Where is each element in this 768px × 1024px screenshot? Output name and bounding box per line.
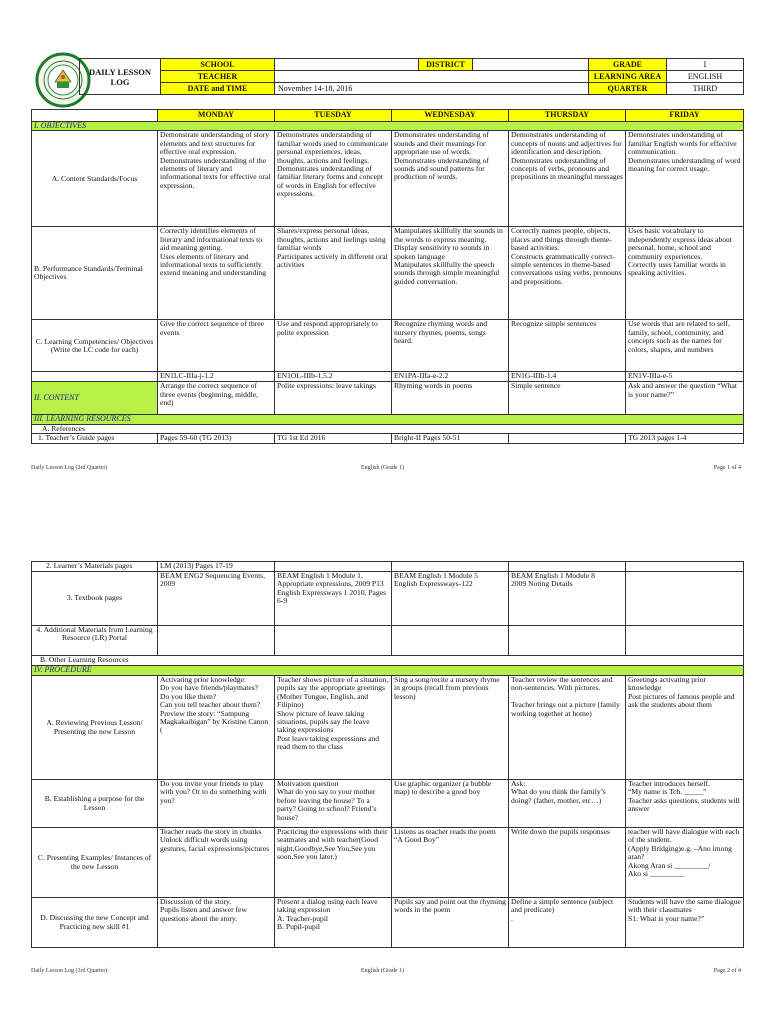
footer-center: English (Grade 1)	[361, 968, 404, 974]
footer-center: English (Grade 1)	[361, 465, 404, 471]
cell-additional-wed	[392, 626, 509, 656]
learning-area-label: LEARNING AREA	[589, 71, 667, 83]
date-value: November 14-18, 2016	[275, 83, 589, 95]
school-value	[275, 59, 419, 71]
day-thursday: THURSDAY	[509, 110, 626, 122]
cell-content-standards-mon: Demonstrate understanding of story elements and text structures for effective oral expression. Demonstrates understanding of the elements of literary and informational texts for effective oral expression.	[158, 131, 275, 227]
cell-competency-thu: Recognize simple sentences	[509, 320, 626, 372]
document-title: DAILY LESSON LOG	[80, 59, 161, 95]
header-table	[79, 58, 744, 95]
other-resources-label: B. Other Learning Resources	[32, 656, 744, 666]
row-label-learners-materials: 2. Learner’s Materials pages	[32, 562, 158, 572]
row-label-performance-standards: B. Performance Standards/Terminal Objectives	[32, 227, 158, 320]
cell-reviewing-wed: Sing a song/recite a nursery rhyme in groups (recall from previous lesson)	[392, 676, 509, 780]
section-learning-resources: III. LEARNING RESOURCES	[32, 415, 744, 424]
cell-textbook-mon: BEAM ENG2 Sequencing Events, 2009	[158, 572, 275, 626]
row-label-presenting: C. Presenting Examples/ Instances of the new Lesson	[32, 828, 158, 898]
learning-area-value: ENGLISH	[667, 71, 744, 83]
cell-competency-mon: Give the correct sequence of three events	[158, 320, 275, 372]
cell-establishing-mon: Do you invite your friends to play with you? Or to do something with you?	[158, 780, 275, 828]
cell-code-fri: EN1V-IIIa-e-5	[626, 372, 744, 382]
row-label-reviewing: A. Reviewing Previous Lesson/ Presenting the new Lesson	[32, 676, 158, 780]
page-1	[0, 0, 768, 508]
cell-materials-thu	[509, 562, 626, 572]
cell-additional-fri	[626, 626, 744, 656]
cell-content-standards-fri: Demonstrates understanding of familiar English words for effective communication. Demonstrates understanding of word meaning for correct usage.	[626, 131, 744, 227]
cell-presenting-mon: Teacher reads the story in chunks Unlock difficult words using gestures, facial expressions/pictures	[158, 828, 275, 898]
date-label: DATE and TIME	[161, 83, 275, 95]
objectives-table	[31, 109, 744, 444]
cell-guide-wed: Bright-II Pages 50-51	[392, 434, 509, 444]
cell-materials-fri	[626, 562, 744, 572]
row-label-discussing: D. Discussing the new Concept and Practicing new skill #1	[32, 898, 158, 948]
row-label-competencies: C. Learning Competencies/ Objectives (Write the LC code for each)	[32, 320, 158, 372]
day-wednesday: WEDNESDAY	[392, 110, 509, 122]
cell-discussing-wed: Pupils say and point out the rhyming words in the poem	[392, 898, 509, 948]
cell-materials-tue	[275, 562, 392, 572]
cell-competency-fri: Use words that are related to self, family, school, community, and concepts such as the names for colors, shapes, and numbers	[626, 320, 744, 372]
cell-guide-mon: Pages 59-60 (TG 2013)	[158, 434, 275, 444]
cell-guide-thu	[509, 434, 626, 444]
cell-presenting-wed: Listens as teacher reads the poem “A Good Boy”	[392, 828, 509, 898]
quarter-label: QUARTER	[589, 83, 667, 95]
references-label: A. References	[32, 424, 744, 433]
cell-discussing-mon: Discussion of the story. Pupils listen and answer few questions about the story.	[158, 898, 275, 948]
cell-discussing-tue: Present a dialog using each leave taking expression A. Teacher-pupil B. Pupil-pupil	[275, 898, 392, 948]
cell-establishing-fri: Teacher introduces herself. “My name is Tch. _____” Teacher asks questions, students will answer	[626, 780, 744, 828]
row-label-teachers-guide: 1. Teacher’s Guide pages	[32, 434, 158, 444]
row-label-additional-materials: 4. Additional Materials from Learning Resource (LR) Portal	[32, 626, 158, 656]
cell-discussing-fri: Students will have the same dialogue with their classmates S1: What is your name?”	[626, 898, 744, 948]
cell-discussing-thu: Define a simple sentence (subject and predicate) .	[509, 898, 626, 948]
cell-additional-mon	[158, 626, 275, 656]
cell-content-wed: Rhyming words in poems	[392, 382, 509, 415]
cell-textbook-fri	[626, 572, 744, 626]
row-label-establishing: B. Establishing a purpose for the Lesson	[32, 780, 158, 828]
footer-left: Daily Lesson Log (3rd Quarter)	[31, 465, 108, 471]
day-friday: FRIDAY	[626, 110, 744, 122]
cell-presenting-fri: teacher will have dialogue with each of the student. (Apply Bridging)e.g. –Ano imong aran? Akong Aran si _________/ Ako si _________	[626, 828, 744, 898]
cell-performance-mon: Correctly identifies elements of literary and informational texts to aid meaning getting. Uses elements of literary and informational texts to sufficiently extend meaning and understanding	[158, 227, 275, 320]
section-procedure: IV. PROCEDURE	[32, 666, 744, 676]
cell-code-tue: EN1OL-IIIb-1.5.2	[275, 372, 392, 382]
cell-code-mon: EN1LC-IIIa-j-1.2	[158, 372, 275, 382]
row-label-content-standards: A. Content Standards/Focus	[32, 131, 158, 227]
cell-establishing-tue: Motivation question What do you say to your mother before leaving the house? To a party? Going to school? Friend’s house?	[275, 780, 392, 828]
cell-establishing-wed: Use graphic organizer (a bubble map) to describe a good boy	[392, 780, 509, 828]
teacher-value	[275, 71, 589, 83]
section-content: II. CONTENT	[32, 382, 158, 415]
cell-presenting-tue: Practicing the expressions with their seatmates and with teacher(Good night,Goodbye,See You,See you soon,See you later.)	[275, 828, 392, 898]
cell-competency-tue: Use and respond appropriately to polite expression	[275, 320, 392, 372]
page-2	[0, 512, 768, 1024]
cell-performance-wed: Manipulates skillfully the sounds in the words to express meaning. Display sensitivity to sounds in spoken language Manipulates skillfully the speech sounds through simple meaningful guided conversation.	[392, 227, 509, 320]
cell-content-standards-wed: Demonstrates understanding of sounds and their meanings for appropriate use of words. Demonstrates understanding of sounds and sound patterns for production of words.	[392, 131, 509, 227]
cell-reviewing-mon: Activating prior knowledge: Do you have friends/playmates? Do you like them? Can you tell teacher about them? Preview the story: “Sampung Magkakaibigan” by Kristine Canon (	[158, 676, 275, 780]
cell-materials-wed	[392, 562, 509, 572]
day-monday: MONDAY	[158, 110, 275, 122]
district-value	[473, 59, 589, 71]
cell-code-spacer	[32, 372, 158, 382]
corner-cell	[32, 110, 158, 122]
teacher-label: TEACHER	[161, 71, 275, 83]
cell-additional-tue	[275, 626, 392, 656]
cell-content-standards-tue: Demonstrates understanding of familiar words used to communicate personal experiences, ideas, thoughts, actions and feelings. Demonstrates understanding of familiar literary forms and concept of words in English for effective expressions.	[275, 131, 392, 227]
cell-content-thu: Simple sentence	[509, 382, 626, 415]
cell-performance-tue: Shares/express personal ideas, thoughts, actions and feelings using familiar words Participates actively in different oral activities	[275, 227, 392, 320]
cell-materials-mon: LM (2013) Pages 17-19	[158, 562, 275, 572]
cell-performance-fri: Uses basic vocabulary to independently express ideas about personal, home, school and community experiences. Correctly uses familiar words in speaking activities.	[626, 227, 744, 320]
cell-guide-fri: TG 2013 pages 1-4	[626, 434, 744, 444]
grade-value: I	[667, 59, 744, 71]
quarter-value: THIRD	[667, 83, 744, 95]
footer-page-number: Page 2 of 4	[713, 968, 741, 974]
cell-textbook-wed: BEAM English 1 Module 5 English Expressways-122	[392, 572, 509, 626]
cell-content-mon: Arrange the correct sequence of three events (beginning, middle, end)	[158, 382, 275, 415]
cell-additional-thu	[509, 626, 626, 656]
cell-content-standards-thu: Demonstrates understanding of concepts of nouns and adjectives for identification and description. Demonstrates understanding of concepts of verbs, pronouns and prepositions in meaningful messages	[509, 131, 626, 227]
footer-left: Daily Lesson Log (3rd Quarter)	[31, 968, 108, 974]
school-label: SCHOOL	[161, 59, 275, 71]
cell-competency-wed: Recognize rhyming words and nursery rhymes, poems, songs heard.	[392, 320, 509, 372]
section-objectives: I. OBJECTIVES	[32, 122, 744, 131]
grade-label: GRADE	[589, 59, 667, 71]
cell-content-tue: Polite expressions: leave takings	[275, 382, 392, 415]
cell-reviewing-fri: Greetings activating prior knowledge Post pictures of famous people and ask the students about them	[626, 676, 744, 780]
cell-guide-tue: TG 1st Ed 2016	[275, 434, 392, 444]
cell-establishing-thu: Ask: What do you think the family’s doing? (father, mother, etc…)	[509, 780, 626, 828]
day-tuesday: TUESDAY	[275, 110, 392, 122]
procedure-table	[31, 561, 744, 948]
cell-presenting-thu: Write down the pupils responses	[509, 828, 626, 898]
district-label: DISTRICT	[419, 59, 473, 71]
footer-page-number: Page 1 of 4	[713, 465, 741, 471]
cell-content-fri: Ask and answer the question “What is your name?”	[626, 382, 744, 415]
cell-code-thu: EN1G-IIIb-1.4	[509, 372, 626, 382]
cell-textbook-tue: BEAM English 1 Module 1, Appropriate expressions, 2009 P13 English Expressways 1 2010, Pages 6-9	[275, 572, 392, 626]
cell-performance-thu: Correctly names people, objects, places and things through theme-based activities. Constructs grammatically correct-simple sentences in theme-based conversations using verbs, pronouns and prepositions.	[509, 227, 626, 320]
row-label-textbook: 3. Textbook pages	[32, 572, 158, 626]
cell-code-wed: EN1PA-IIIa-e-2.2	[392, 372, 509, 382]
cell-reviewing-thu: Teacher review the sentences and non-sentences. With pictures. Teacher brings out a picture (family working together at home)	[509, 676, 626, 780]
cell-reviewing-tue: Teacher shows picture of a situation, pupils say the appropriate greetings (Mother Tongue, English, and Filipino) Show picture of leave taking situations, pupils say the leave taking expressions Post leave taking expressions and read them to the class	[275, 676, 392, 780]
cell-textbook-thu: BEAM English 1 Module 8 2009 Noting Details	[509, 572, 626, 626]
